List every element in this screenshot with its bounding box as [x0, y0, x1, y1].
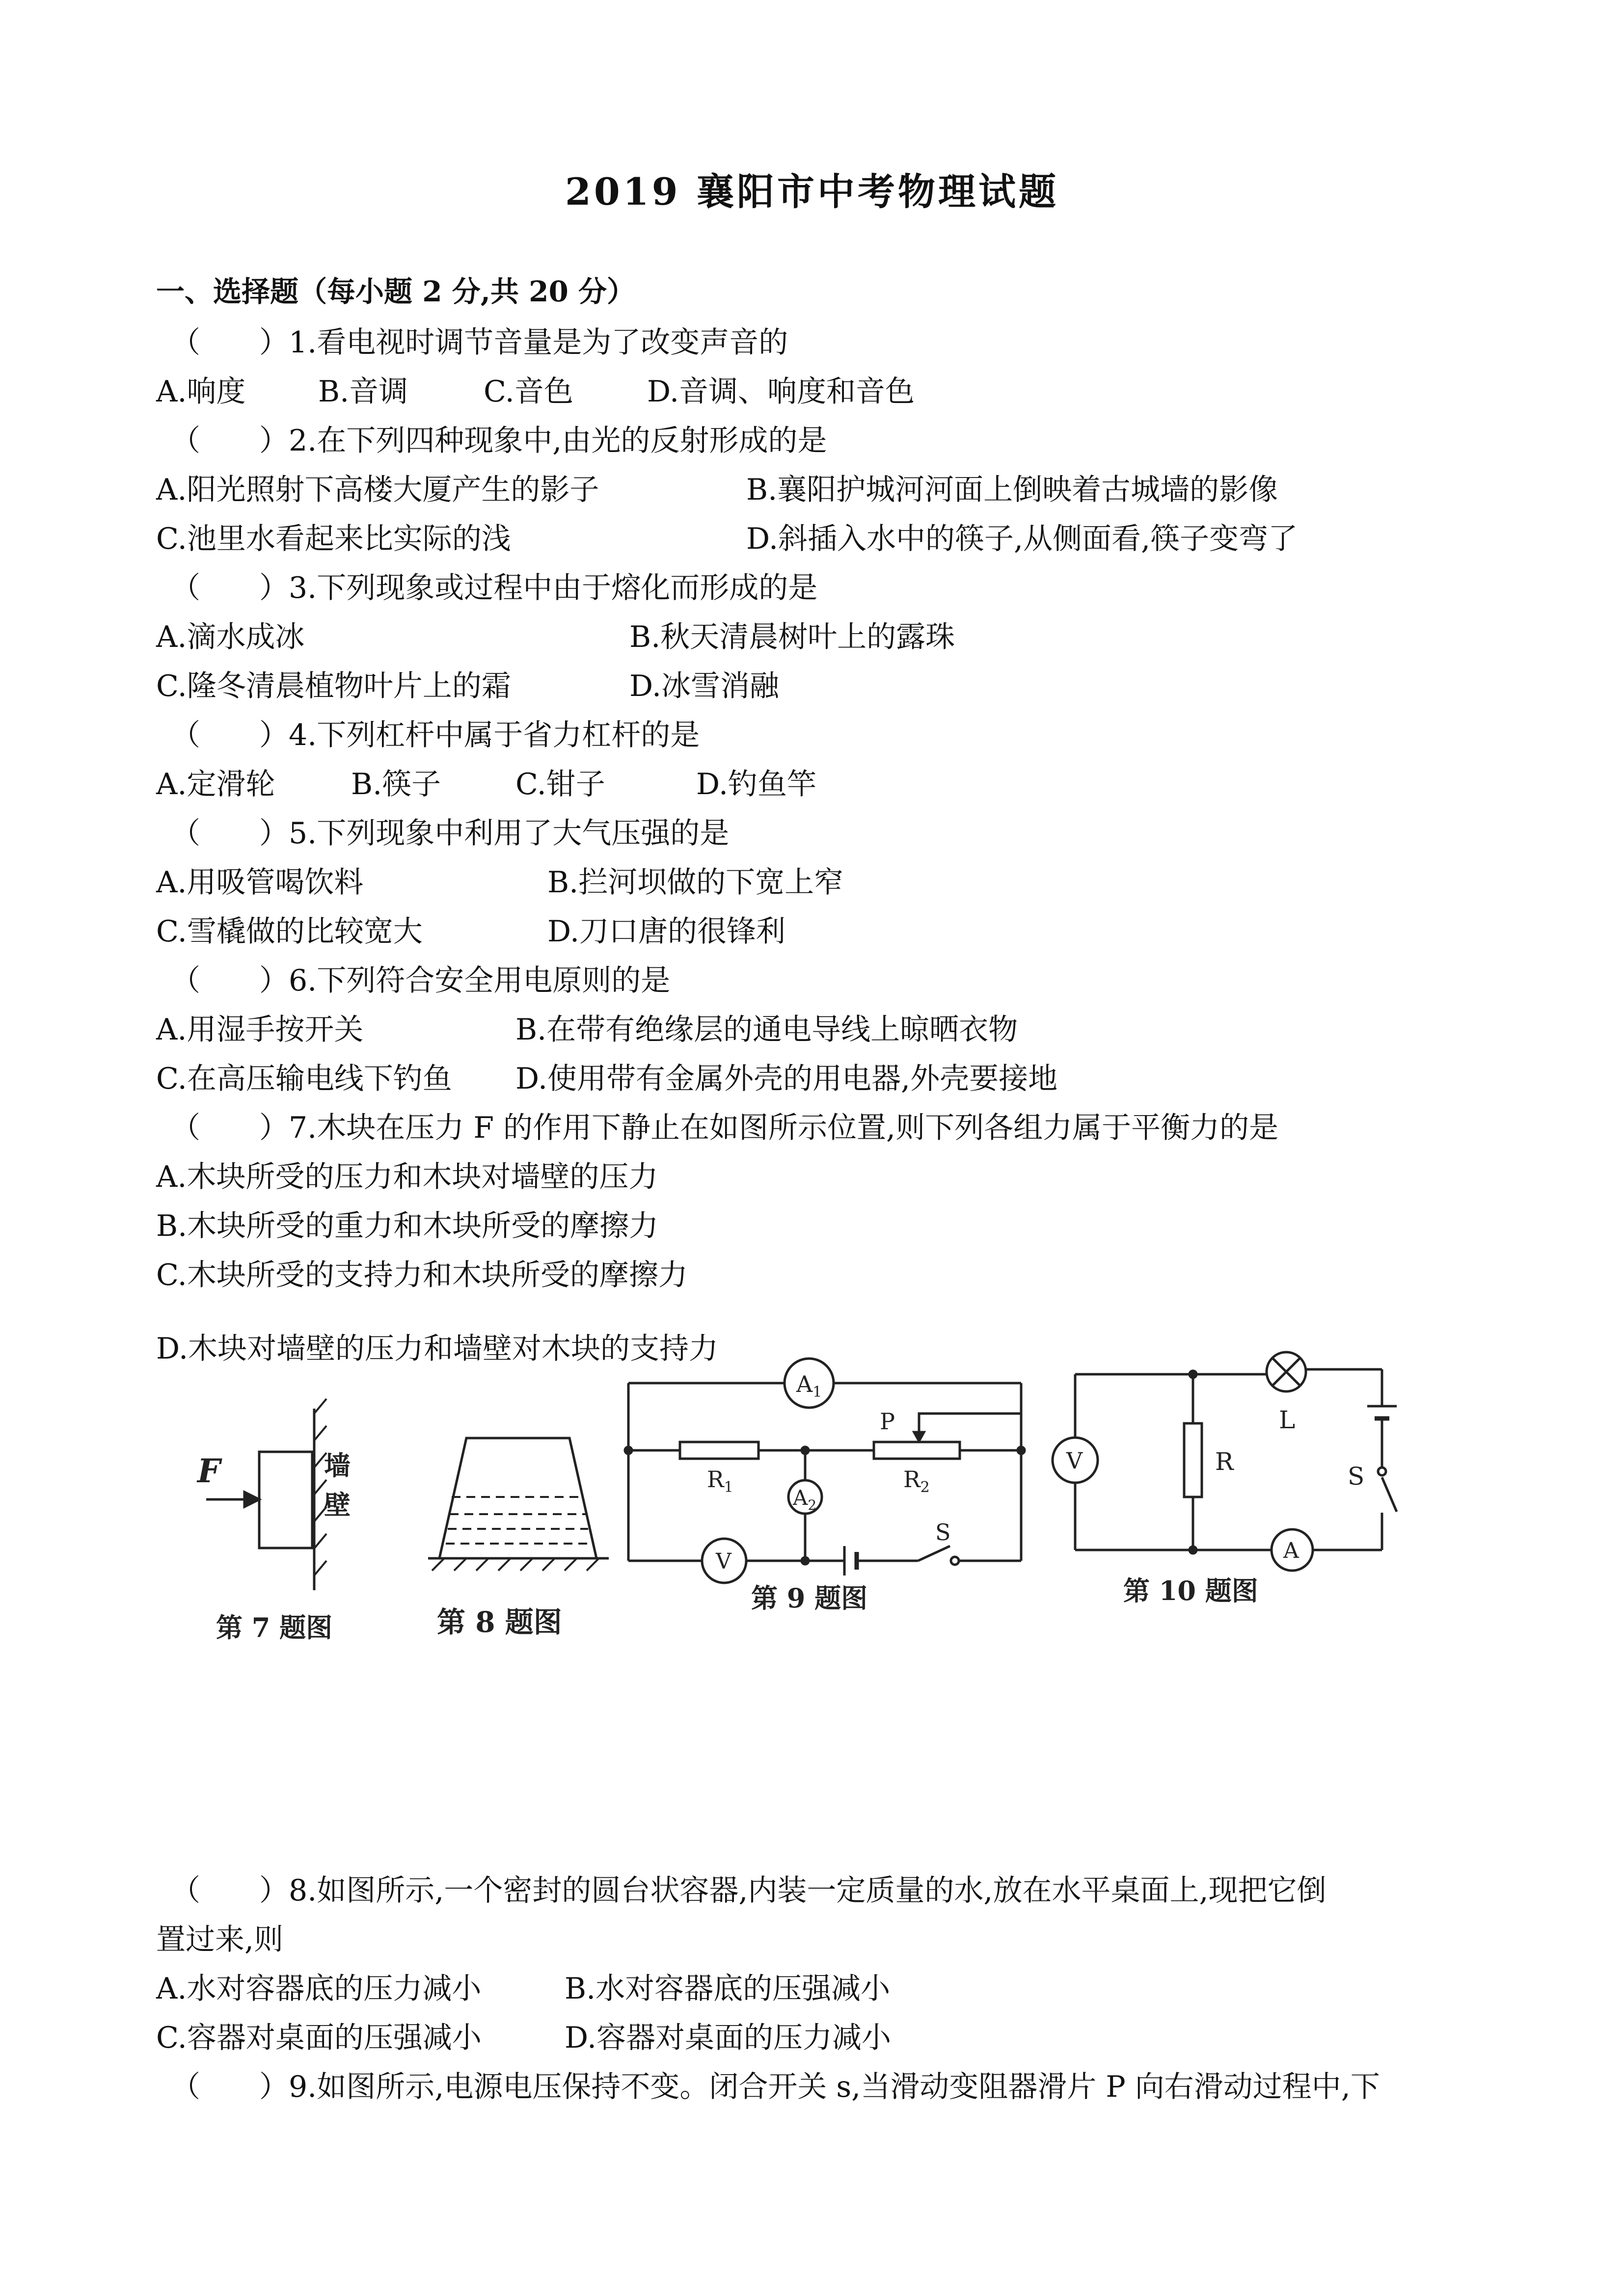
figure-8 [428, 1438, 609, 1571]
figure-9-switch-contact [951, 1557, 959, 1565]
question-8-option-d: D.容器对桌面的压力减小 [565, 2021, 892, 2055]
question-8-option-b: B.水对容器底的压强减小 [565, 1972, 891, 2006]
question-3-option-c: C.隆冬清晨植物叶片上的霜 [156, 669, 511, 703]
figure-9-r1-label: $R_1$ [707, 1466, 733, 1496]
question-4-option-c: C.钳子 [515, 767, 605, 801]
figure-9-ammeter-a2 [788, 1480, 822, 1514]
figure-10-junction-1 [1190, 1371, 1196, 1378]
figure-9 [625, 1359, 1025, 1583]
question-3-stem: （ ）3.下列现象或过程中由于熔化而形成的是 [171, 571, 818, 605]
figure-7-force-label: F [197, 1452, 220, 1490]
question-2-option-b: B.襄阳护城河河面上倒映着古城墙的影像 [746, 473, 1278, 507]
figure-10-v-label: V [1066, 1447, 1083, 1474]
figure-10 [1053, 1352, 1397, 1571]
figure-9-ammeter-a1 [785, 1359, 834, 1408]
figure-7-wall-label-2: 壁 [324, 1489, 351, 1521]
figure-7-caption: 第 7 题图 [216, 1612, 333, 1643]
question-7-stem: （ ）7.木块在压力 F 的作用下静止在如图所示位置,则下列各组力属于平衡力的是 [171, 1111, 1279, 1145]
figure-10-ammeter [1272, 1529, 1313, 1571]
figure-7-wall-hatching [314, 1399, 326, 1575]
figure-9-a1-label: $A_1$ [796, 1371, 822, 1401]
figure-8-caption: 第 8 题图 [437, 1605, 562, 1639]
figure-9-v-label: V [716, 1549, 731, 1574]
figure-7-wall-label-1: 墙 [324, 1450, 351, 1481]
question-1-stem: （ ）1.看电视时调节音量是为了改变声音的 [171, 325, 788, 360]
figure-9-switch-blade [918, 1546, 950, 1561]
figure-10-s-label: S [1348, 1462, 1365, 1491]
figure-9-resistor-r2 [874, 1442, 960, 1459]
page-title: 2019 襄阳市中考物理试题 [565, 170, 1059, 214]
question-6-stem: （ ）6.下列符合安全用电原则的是 [171, 963, 671, 998]
figure-9-caption: 第 9 题图 [751, 1582, 868, 1614]
question-1-option-a: A.响度 [156, 374, 246, 409]
question-3-option-a: A.滴水成冰 [156, 620, 305, 654]
question-2-option-c: C.池里水看起来比实际的浅 [156, 522, 511, 556]
question-2-option-a: A.阳光照射下高楼大厦产生的影子 [156, 473, 599, 507]
figure-10-switch-blade [1382, 1477, 1397, 1512]
section-heading: 一、选择题（每小题 2 分,共 20 分） [156, 275, 636, 308]
figure-10-caption: 第 10 题图 [1123, 1575, 1258, 1606]
question-5-option-a: A.用吸管喝饮料 [156, 865, 364, 900]
figure-10-voltmeter [1053, 1438, 1098, 1483]
figure-9-s-label: S [935, 1519, 951, 1546]
figure-9-junction-2 [802, 1557, 809, 1564]
question-7-option-c: C.木块所受的支持力和木块所受的摩擦力 [156, 1258, 688, 1292]
question-4-option-b: B.筷子 [351, 767, 441, 801]
figure-9-a2-label: $A_2$ [793, 1486, 817, 1513]
question-5-stem: （ ）5.下列现象中利用了大气压强的是 [171, 816, 730, 851]
figure-9-voltmeter [702, 1539, 746, 1583]
question-7-option-d: D.木块对墙壁的压力和墙壁对木块的支持力 [156, 1332, 719, 1366]
question-7-option-a: A.木块所受的压力和木块对墙壁的压力 [156, 1160, 658, 1194]
figure-9-r2-label: $R_2$ [903, 1466, 930, 1496]
figure-9-p-label: P [880, 1408, 895, 1435]
question-8-stem-line-2: 置过来,则 [156, 1922, 284, 1957]
figure-10-junction-2 [1190, 1547, 1196, 1553]
question-6-option-a: A.用湿手按开关 [156, 1013, 364, 1047]
figure-10-lamp [1267, 1352, 1306, 1391]
question-2-option-d: D.斜插入水中的筷子,从侧面看,筷子变弯了 [746, 522, 1298, 556]
question-7-option-b: B.木块所受的重力和木块所受的摩擦力 [156, 1209, 659, 1243]
question-4-option-a: A.定滑轮 [156, 767, 275, 801]
question-8-option-c: C.容器对桌面的压强减小 [156, 2021, 482, 2055]
question-6-option-d: D.使用带有金属外壳的用电器,外壳要接地 [515, 1062, 1058, 1096]
figure-8-container [439, 1438, 596, 1558]
figure-7-wooden-block [259, 1452, 312, 1548]
figure-10-resistor [1184, 1423, 1202, 1497]
figure-9-junction-1 [802, 1447, 809, 1454]
figure-9-junction-4 [1018, 1447, 1025, 1454]
question-8-option-a: A.水对容器底的压力减小 [156, 1972, 482, 2006]
figure-9-slider-arrowhead [914, 1432, 924, 1441]
question-9-stem: （ ）9.如图所示,电源电压保持不变。闭合开关 s,当滑动变阻器滑片 P 向右滑动过程中,下 [171, 2070, 1380, 2104]
figure-8-table-hatching [432, 1558, 599, 1571]
question-3-option-b: B.秋天清晨树叶上的露珠 [629, 620, 955, 654]
question-4-option-d: D.钓鱼竿 [696, 767, 817, 801]
question-1-option-c: C.音色 [484, 374, 573, 409]
question-5-option-c: C.雪橇做的比较宽大 [156, 914, 423, 949]
figure-7-force-arrowhead [244, 1492, 259, 1507]
question-8-stem-line-1: （ ）8.如图所示,一个密封的圆台状容器,内装一定质量的水,放在水平桌面上,现把它倒 [171, 1873, 1326, 1908]
figure-7 [206, 1399, 326, 1590]
figure-10-l-label: L [1279, 1406, 1296, 1434]
question-1-option-b: B.音调 [318, 374, 408, 409]
figure-9-junction-3 [625, 1447, 632, 1454]
question-4-stem: （ ）4.下列杠杆中属于省力杠杆的是 [171, 718, 700, 752]
figure-10-r-label: R [1215, 1447, 1234, 1476]
figure-10-switch-contact [1378, 1468, 1386, 1475]
question-5-option-d: D.刀口唐的很锋利 [547, 914, 786, 949]
question-6-option-b: B.在带有绝缘层的通电导线上晾晒衣物 [515, 1013, 1018, 1047]
figure-9-resistor-r1 [680, 1442, 758, 1459]
question-2-stem: （ ）2.在下列四种现象中,由光的反射形成的是 [171, 424, 827, 458]
question-6-option-c: C.在高压输电线下钓鱼 [156, 1062, 452, 1096]
figure-8-water-surface [446, 1497, 590, 1544]
figure-10-a-label: A [1283, 1538, 1299, 1563]
question-5-option-b: B.拦河坝做的下宽上窄 [547, 865, 844, 900]
question-3-option-d: D.冰雪消融 [629, 669, 780, 703]
question-1-option-d: D.音调、响度和音色 [647, 374, 915, 409]
